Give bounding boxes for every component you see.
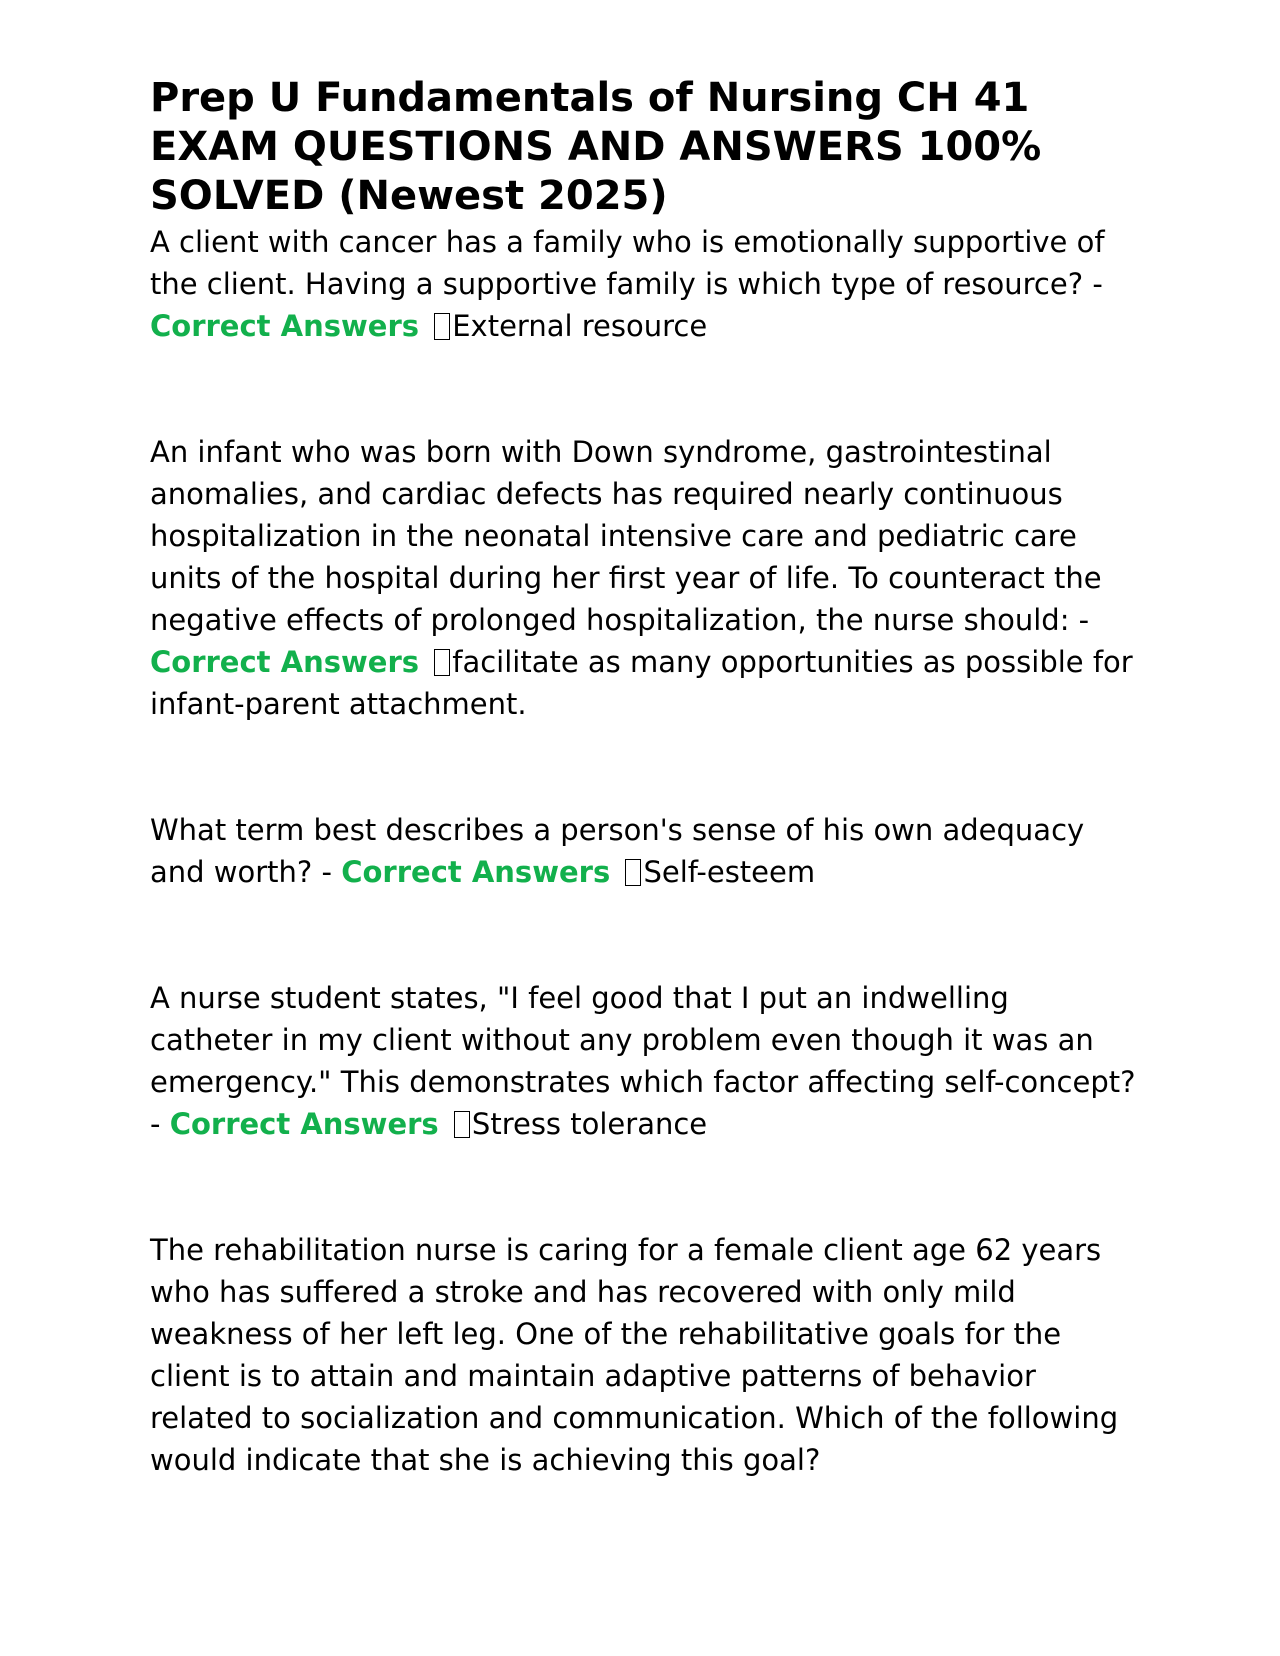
correct-answers-label: Correct Answers bbox=[169, 1107, 439, 1141]
answer-text: Stress tolerance bbox=[471, 1107, 708, 1141]
qa-item-1 bbox=[150, 221, 1140, 347]
separator: - bbox=[1069, 603, 1090, 637]
answer-text: Self-esteem bbox=[643, 855, 816, 889]
question-text: A client with cancer has a family who is emotionally supportive of the client. Having a supportive family is which type of resource? bbox=[150, 225, 1105, 301]
document-title: Prep U Fundamentals of Nursing CH 41 EXAM QUESTIONS AND ANSWERS 100% SOLVED (Newest 2025) bbox=[150, 75, 1042, 219]
missing-glyph-box-icon bbox=[625, 859, 641, 886]
separator: - bbox=[150, 1107, 170, 1141]
correct-answers-label: Correct Answers bbox=[341, 855, 611, 889]
qa-item-4 bbox=[150, 977, 1140, 1145]
qa-item-5 bbox=[150, 1229, 1140, 1481]
document-page bbox=[150, 74, 1140, 1481]
qa-item-3 bbox=[150, 809, 1140, 893]
correct-answers-label: Correct Answers bbox=[150, 645, 420, 679]
missing-glyph-box-icon bbox=[434, 649, 450, 676]
separator: - bbox=[1083, 267, 1103, 301]
question-text: The rehabilitation nurse is caring for a female client age 62 years who has suffered a stroke and has recovered with only mild weakness of her left leg. One of the rehabilitative goals for the client is to attain and maintain adaptive patterns of behavior related to socialization and communication. Which of the following would indicate that she is achieving this goal? bbox=[150, 1233, 1119, 1477]
separator: - bbox=[312, 855, 342, 889]
answer-text: External resource bbox=[452, 309, 708, 343]
missing-glyph-box-icon bbox=[454, 1111, 470, 1138]
question-text: An infant who was born with Down syndrome, gastrointestinal anomalies, and cardiac defects has required nearly continuous hospitalization in the neonatal intensive care and pediatric care units of the hospital during her first year of life. To counteract the negative effects of prolonged hospitalization, the nurse should: bbox=[150, 435, 1102, 637]
question-text: A nurse student states, "I feel good that I put an indwelling catheter in my client without any problem even though it was an emergency." This demonstrates which factor affecting self-concept? bbox=[150, 981, 1136, 1099]
question-text: What term best describes a person's sense of his own adequacy and worth? bbox=[150, 813, 1085, 889]
missing-glyph-box-icon bbox=[434, 313, 450, 340]
answer-text: facilitate as many opportunities as possible for infant-parent attachment. bbox=[150, 645, 1133, 721]
correct-answers-label: Correct Answers bbox=[150, 309, 420, 343]
qa-item-2 bbox=[150, 431, 1140, 725]
